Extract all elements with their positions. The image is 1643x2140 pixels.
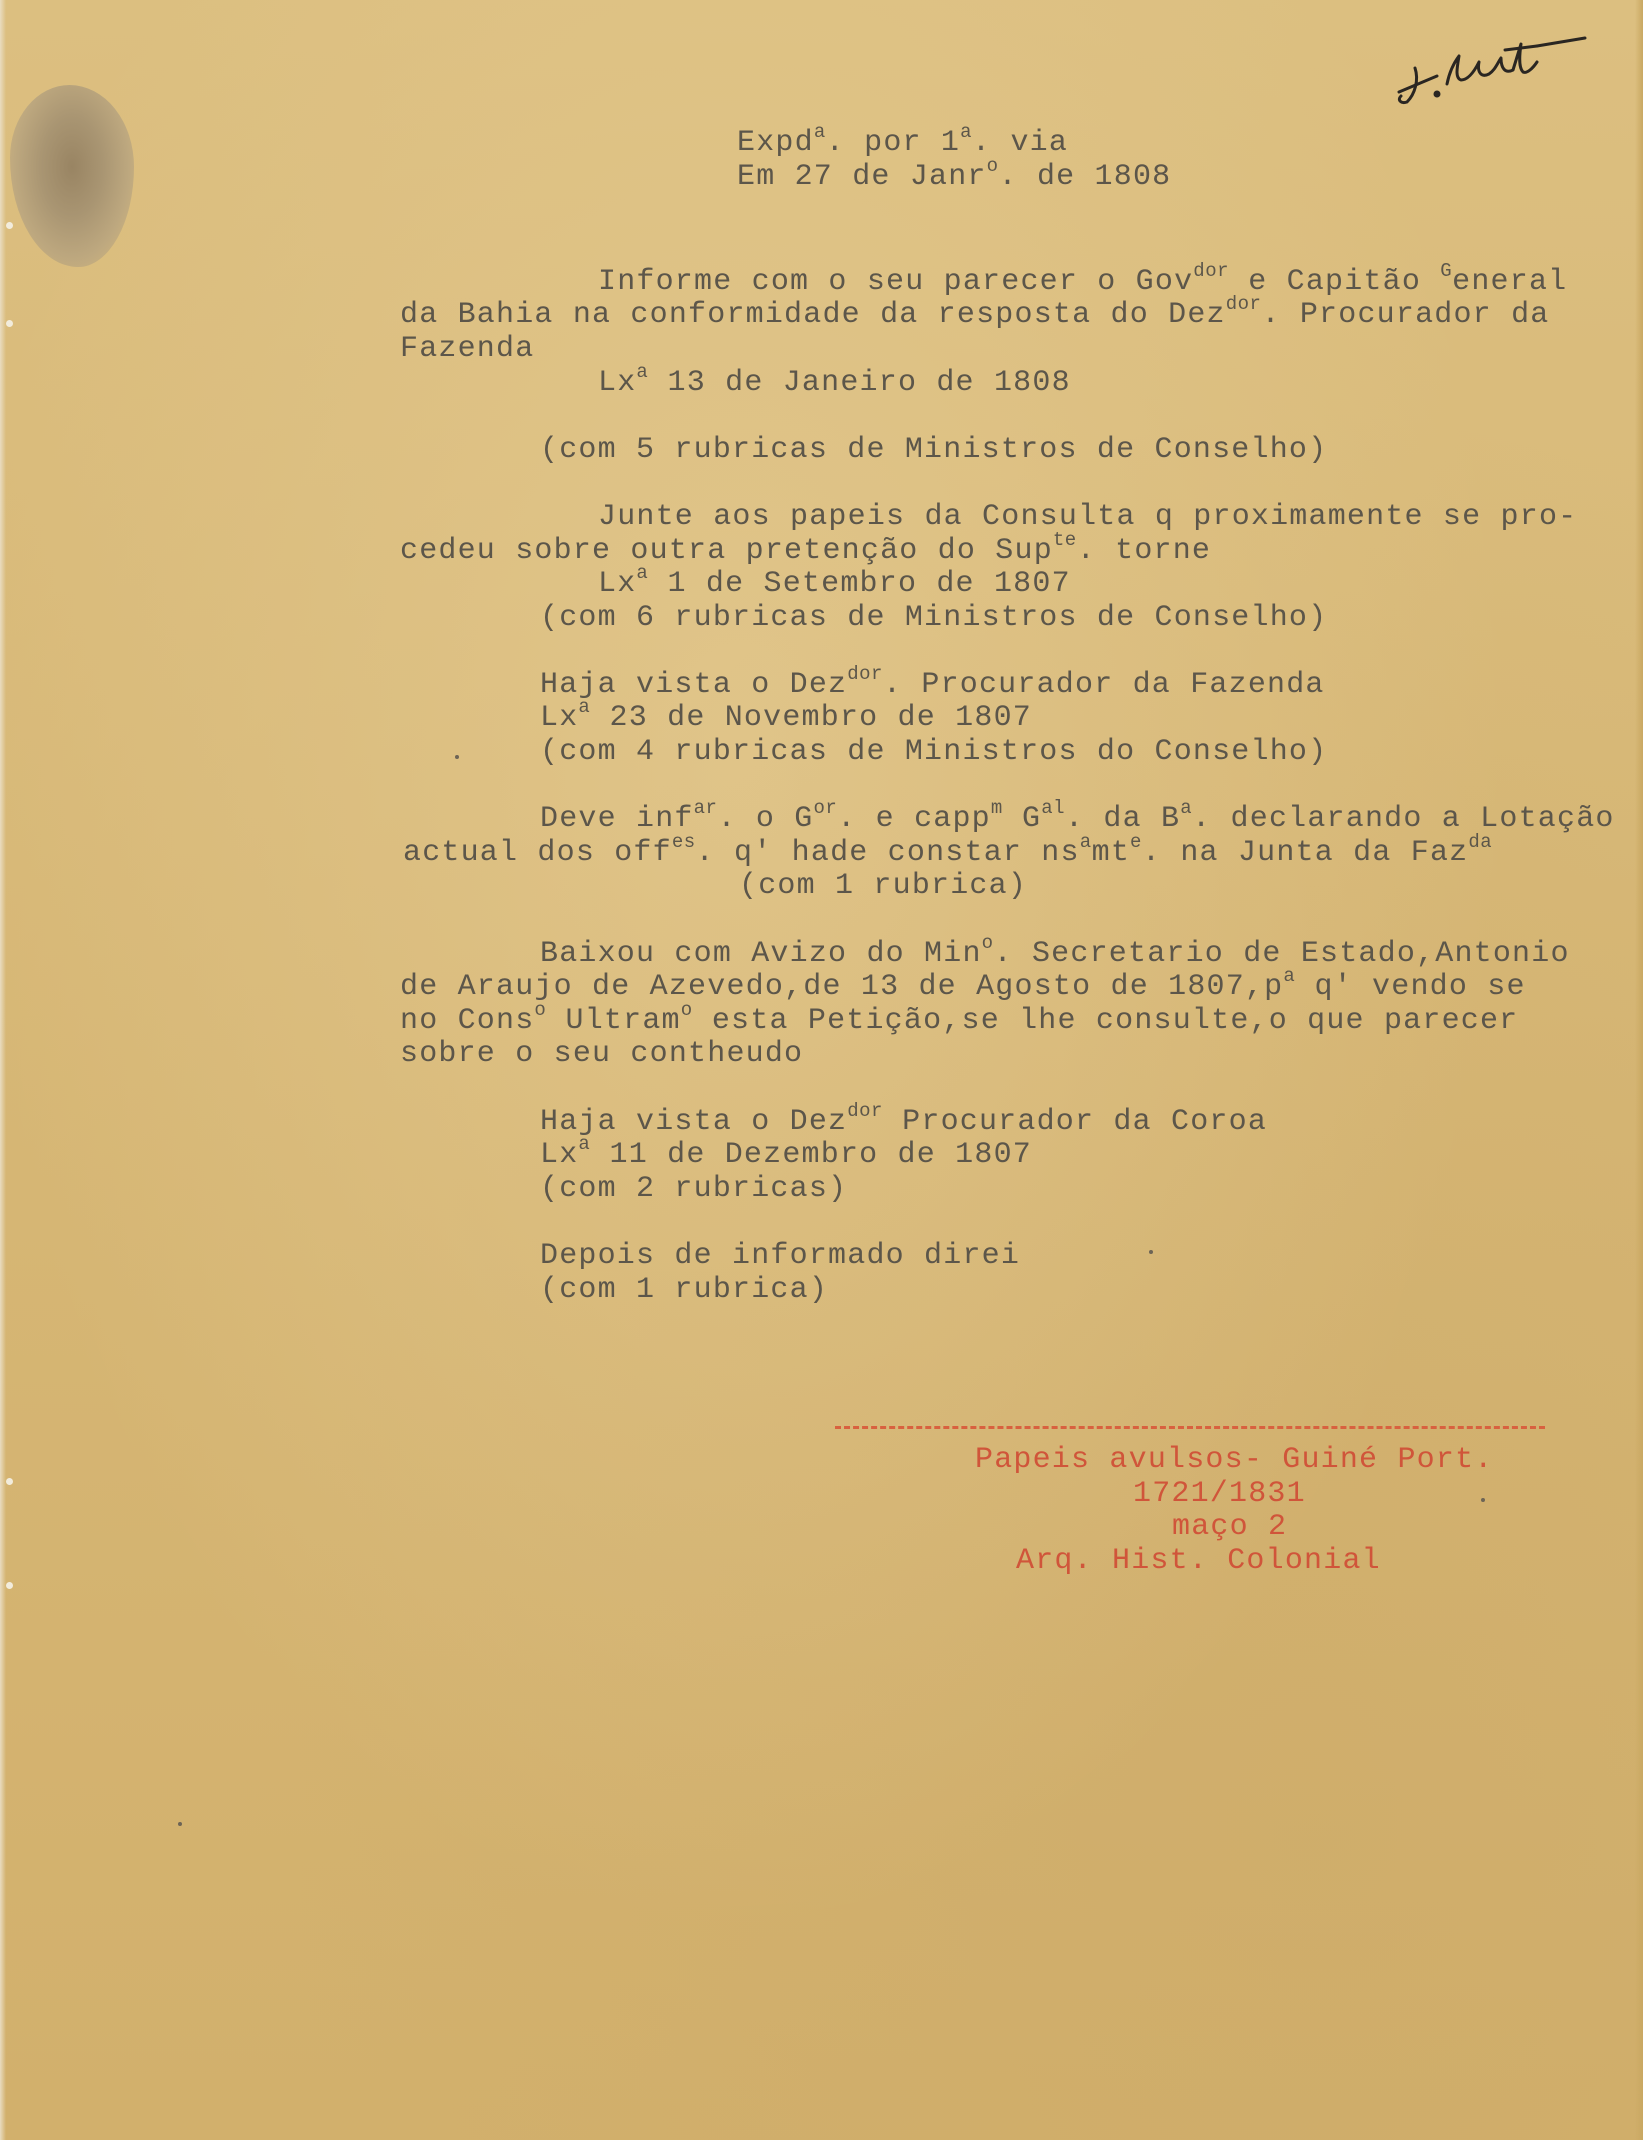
date-line: Lx$^a$ 23 de Novembro de 1807 [540, 696, 1032, 735]
superscript-abbreviation: a [578, 696, 591, 718]
punch-hole [6, 222, 13, 229]
archive-stamp-line: 1721/1831 [1133, 1477, 1306, 1511]
rubric-note: (com 4 rubricas de Ministros do Conselho) [540, 735, 1328, 769]
superscript-abbreviation: a [636, 361, 649, 383]
rubric-note: (com 1 rubrica) [739, 869, 1028, 903]
superscript-abbreviation: e [1130, 831, 1142, 853]
text-line: cedeu sobre outra pretenção do Sup$^{te}$. torne [400, 529, 1212, 568]
superscript-abbreviation: G [1440, 260, 1453, 282]
superscript-abbreviation: al [1041, 797, 1066, 819]
date-line: Lx$^a$ 1 de Setembro de 1807 [598, 562, 1071, 601]
text-line: Haja vista o Dez$^{dor}$. Procurador da Fazenda [540, 663, 1325, 702]
superscript-abbreviation: a [1283, 965, 1296, 987]
text-line: sobre o seu contheudo [400, 1037, 804, 1071]
text-line: Depois de informado direi [540, 1239, 1021, 1273]
water-stain [10, 85, 134, 267]
superscript-abbreviation: a [578, 1133, 591, 1155]
superscript-abbreviation: ar [693, 797, 718, 819]
archive-stamp-line: maço 2 [1172, 1510, 1288, 1544]
archive-stamp-line: Arq. Hist. Colonial [1016, 1544, 1381, 1578]
date-line: Lx$^a$ 11 de Dezembro de 1807 [540, 1133, 1032, 1172]
rubric-note: (com 6 rubricas de Ministros de Conselho) [540, 601, 1328, 635]
superscript-abbreviation: da [1468, 831, 1493, 853]
date-line: Lx$^a$ 13 de Janeiro de 1808 [598, 361, 1071, 400]
rubric-note: (com 5 rubricas de Ministros de Conselho) [540, 433, 1328, 467]
text-line: no Cons$^o$ Ultram$^o$ esta Petição,se lhe consulte,o que parecer [400, 999, 1519, 1038]
paper-edge-right [1635, 0, 1643, 2140]
superscript-abbreviation: dor [847, 1100, 883, 1122]
punch-hole [6, 320, 13, 327]
superscript-abbreviation: a [1180, 797, 1193, 819]
text-line: actual dos off$^{es}$. q' hade constar $ns^amt^e$. na Junta da Faz$^{da}$ [403, 831, 1493, 870]
superscript-abbreviation: a [1079, 831, 1092, 853]
ink-speck [178, 1822, 182, 1826]
text-line: da Bahia na conformidade da resposta do Dez$^{dor}$. Procurador da [400, 293, 1550, 332]
text-line: Junte aos papeis da Consulta q proximamente se pro- [598, 500, 1578, 534]
superscript-abbreviation: a [813, 121, 826, 143]
text-line: Baixou com Avizo do Min$^o$. Secretario de Estado,Antonio [540, 932, 1570, 971]
superscript-abbreviation: o [534, 999, 547, 1021]
dispatch-note: Expd$^a$. por 1$^a$. via [737, 121, 1069, 160]
superscript-abbreviation: a [960, 121, 973, 143]
archive-stamp-line: Papeis avulsos- Guiné Port. [975, 1443, 1494, 1477]
stamp-divider [835, 1426, 1545, 1429]
text-line: Informe com o seu parecer o Gov$^{dor}$ e Capitão $^G$eneral [598, 260, 1568, 299]
punch-hole [6, 1478, 13, 1485]
superscript-abbreviation: o [680, 999, 693, 1021]
punch-hole [6, 1582, 13, 1589]
superscript-abbreviation: m [990, 797, 1003, 819]
ink-speck [1481, 1498, 1485, 1502]
text-line: Deve inf$^{ar}$. o $G^{or}$. e capp$^m$ $G^{al}$. da $B^a$. declarando a Lotação [540, 797, 1615, 836]
handwritten-signature [1385, 18, 1590, 108]
superscript-abbreviation: a [636, 562, 649, 584]
superscript-abbreviation: es [671, 831, 696, 853]
text-line: Haja vista o Dez$^{dor}$ Procurador da Coroa [540, 1100, 1268, 1139]
rubric-note: (com 2 rubricas) [540, 1172, 848, 1206]
ink-speck [1149, 1250, 1153, 1254]
superscript-abbreviation: o [981, 932, 994, 954]
superscript-abbreviation: dor [1225, 293, 1262, 315]
text-line: de Araujo de Azevedo,de 13 de Agosto de $1807,p^a$ q' vendo se [400, 965, 1526, 1004]
dispatch-date: Em 27 de Janr$^o$. de 1808 [737, 155, 1172, 194]
superscript-abbreviation: dor [847, 663, 883, 685]
paper-edge-left [0, 0, 6, 2140]
superscript-abbreviation: or [813, 797, 838, 819]
rubric-note: (com 1 rubrica) [540, 1273, 829, 1307]
text-line: Fazenda [400, 332, 535, 366]
superscript-abbreviation: o [986, 155, 999, 177]
superscript-abbreviation: te [1052, 529, 1077, 551]
ink-speck [455, 755, 459, 759]
superscript-abbreviation: dor [1193, 260, 1230, 282]
